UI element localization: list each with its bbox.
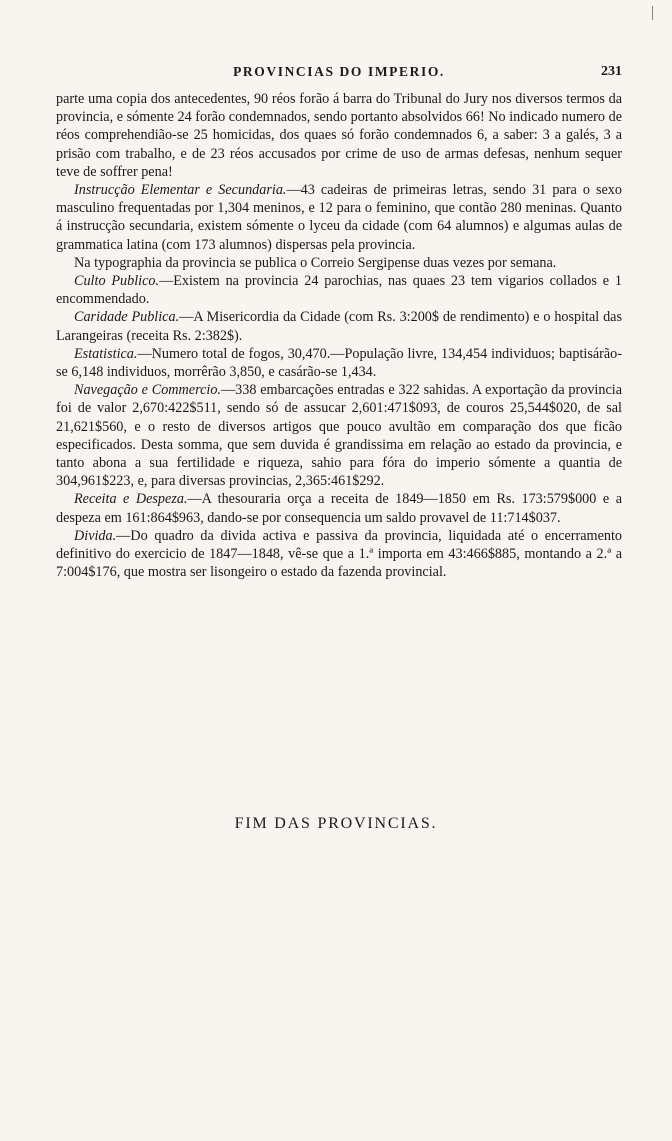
paragraph-jury (56, 90, 622, 181)
page-header (56, 64, 622, 86)
paragraph-text: —Do quadro da divida activa e passiva da provincia, liquidada até o encerramento definitivo do exercicio de 1847—1848, vê-se que a 1.ª importa em 43:466$885, montando a 2.ª a 7:004$176, que mostra ser lisongeiro o estado da fazenda provincial. (56, 527, 622, 581)
body-text (56, 90, 622, 581)
section-heading: Navegação e Commercio. (74, 382, 221, 399)
running-title: PROVINCIAS DO IMPERIO. (233, 64, 445, 79)
paragraph-text: —338 embarcações entradas e 322 sahidas. A exportação da provincia foi de valor 2,670:422$511, sendo só de assucar 2,601:471$093, de couros 25,544$020, de sal 21,621$560, e o resto de diversos artigos que pouco avultão em comparação dos que ficão especificados. Desta somma, que sem duvida é grandissima em relação ao estado da provincia, e tanto abona a sua fertilidade e riqueza, sahio para fóra do imperio sómente a quantia de 304,961$223, e, para diversas provincias, 2,365:461$292. (56, 382, 622, 490)
paragraph-text: parte uma copia dos antecedentes, 90 réos forão á barra do Tribunal do Jury nos diversos termos da provincia, e sómente 24 forão condemnados, sendo portanto absolvidos 66! No indicado numero de réos comprehendião-se 25 homicidas, dos quaes só forão condemnados 6, a saber: 3 a galés, 3 a prisão com trabalho, e de 23 réos accusados por crime de uso de armas defesas, nenhum sequer teve de soffrer pena! (56, 91, 622, 180)
paragraph-divida (56, 527, 622, 582)
paragraph-text: —Numero total de fogos, 30,470.—População livre, 134,454 individuos; baptisárão-se 6,148 individuos, morrêrão 3,850, e casárão-se 1,434. (56, 345, 622, 381)
paragraph-instrucao (56, 181, 622, 254)
paragraph-text: —Existem na provincia 24 parochias, nas quaes 23 tem vigarios collados e 1 encommendado. (56, 273, 622, 308)
end-title: FIM DAS PROVINCIAS. (234, 815, 438, 832)
scan-margin-mark (652, 6, 653, 20)
section-heading: Caridade Publica. (74, 309, 180, 326)
paragraph-text: —A thesouraria orça a receita de 1849—1850 em Rs. 173:579$000 e a despeza em 161:864$963, dando-se por consequencia um saldo provavel de 11:714$037. (56, 491, 622, 526)
section-heading: Divida. (74, 527, 117, 544)
paragraph-culto (56, 272, 622, 308)
section-heading: Culto Publico. (74, 273, 160, 290)
paragraph-receita (56, 490, 622, 526)
paragraph-text: —A Misericordia da Cidade (com Rs. 3:200$ de rendimento) e o hospital das Larangeiras (receita Rs. 2:382$). (56, 309, 622, 344)
paragraph-navegacao (56, 381, 622, 490)
section-heading: Estatistica. (74, 345, 138, 362)
paragraph-text: Na typographia da provincia se publica o Correio Sergipense duas vezes por semana. (74, 254, 557, 271)
paragraph-caridade (56, 308, 622, 344)
paragraph-estatistica (56, 345, 622, 381)
paragraph-text: —43 cadeiras de primeiras letras, sendo 31 para o sexo masculino frequentadas por 1,304 meninos, e 12 para o feminino, que contão 280 meninas. Quanto á instrucção secundaria, existem sómente o lyceu da cidade (com 64 alumnos) e algumas aulas de grammatica latina (com 173 alumnos) dispersas pela provincia. (56, 182, 622, 253)
page-number: 231 (601, 64, 622, 79)
paragraph-typographia (56, 254, 622, 272)
section-heading: Receita e Despeza. (74, 491, 188, 508)
section-heading: Instrucção Elementar e Secundaria. (74, 182, 287, 199)
